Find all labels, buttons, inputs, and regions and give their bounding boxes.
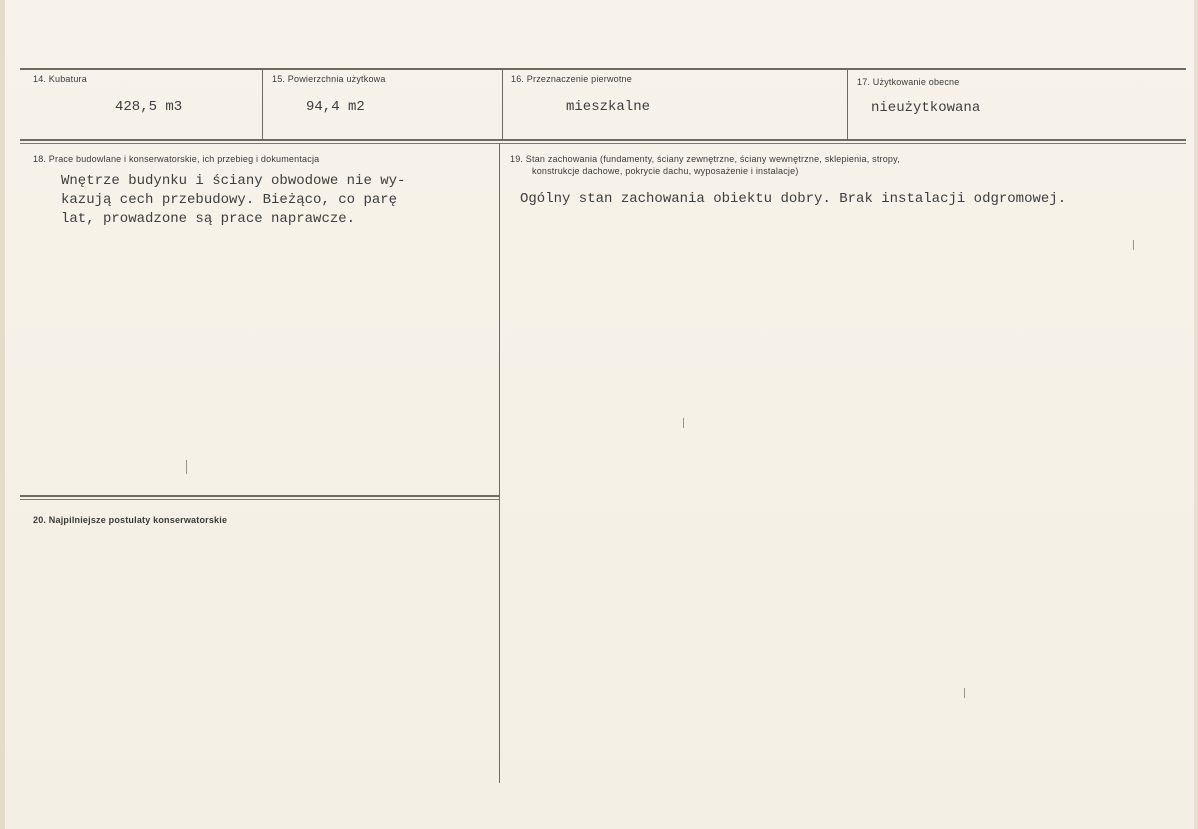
field-16-value: mieszkalne: [566, 99, 651, 115]
field-18-line-3: lat, prowadzone są prace naprawcze.: [61, 211, 356, 227]
field-19-value: Ogólny stan zachowania obiektu dobry. Brak instalacji odgromowej.: [520, 191, 1067, 207]
field-17-value: nieużytkowana: [871, 100, 981, 116]
field-18-line-2: kazują cech przebudowy. Bieżąco, co parę: [61, 192, 398, 208]
divider-15-16: [502, 68, 503, 141]
card-edge-left: [0, 0, 5, 829]
field-18-label: 18. Prace budowlane i konserwatorskie, ich przebieg i dokumentacja: [33, 154, 320, 164]
scan-mark: [964, 688, 965, 698]
field-18-line-1: Wnętrze budynku i ściany obwodowe nie wy-: [61, 173, 406, 189]
scan-mark: [1133, 240, 1134, 250]
field-15-label: 15. Powierzchnia użytkowa: [272, 74, 386, 84]
field-15-value: 94,4 m2: [306, 99, 365, 115]
row1-bottom-rule: [20, 139, 1186, 141]
field-19-label-line-2: konstrukcje dachowe, pokrycie dachu, wyposażenie i instalacje): [532, 166, 799, 176]
field-14-value: 428,5 m3: [115, 99, 183, 115]
field-16-label: 16. Przeznaczenie pierwotne: [511, 74, 632, 84]
field-19-label-line-1: 19. Stan zachowania (fundamenty, ściany zewnętrzne, ściany wewnętrzne, sklepienia, stropy,: [510, 154, 900, 164]
card-edge-right: [1194, 0, 1198, 829]
divider-14-15: [262, 68, 263, 141]
field-14-label: 14. Kubatura: [33, 74, 87, 84]
section18-bottom-rule: [20, 495, 500, 497]
divider-16-17: [847, 68, 848, 141]
top-rule: [20, 68, 1186, 70]
field-20-label: 20. Najpilniejsze postulaty konserwatorskie: [33, 515, 228, 525]
scan-mark: [186, 460, 187, 474]
scan-mark: [683, 418, 684, 428]
divider-main-column: [499, 143, 500, 783]
field-17-label: 17. Użytkowanie obecne: [857, 77, 960, 87]
row1-bottom-rule-2: [20, 143, 1186, 144]
section18-bottom-rule-2: [20, 499, 500, 500]
